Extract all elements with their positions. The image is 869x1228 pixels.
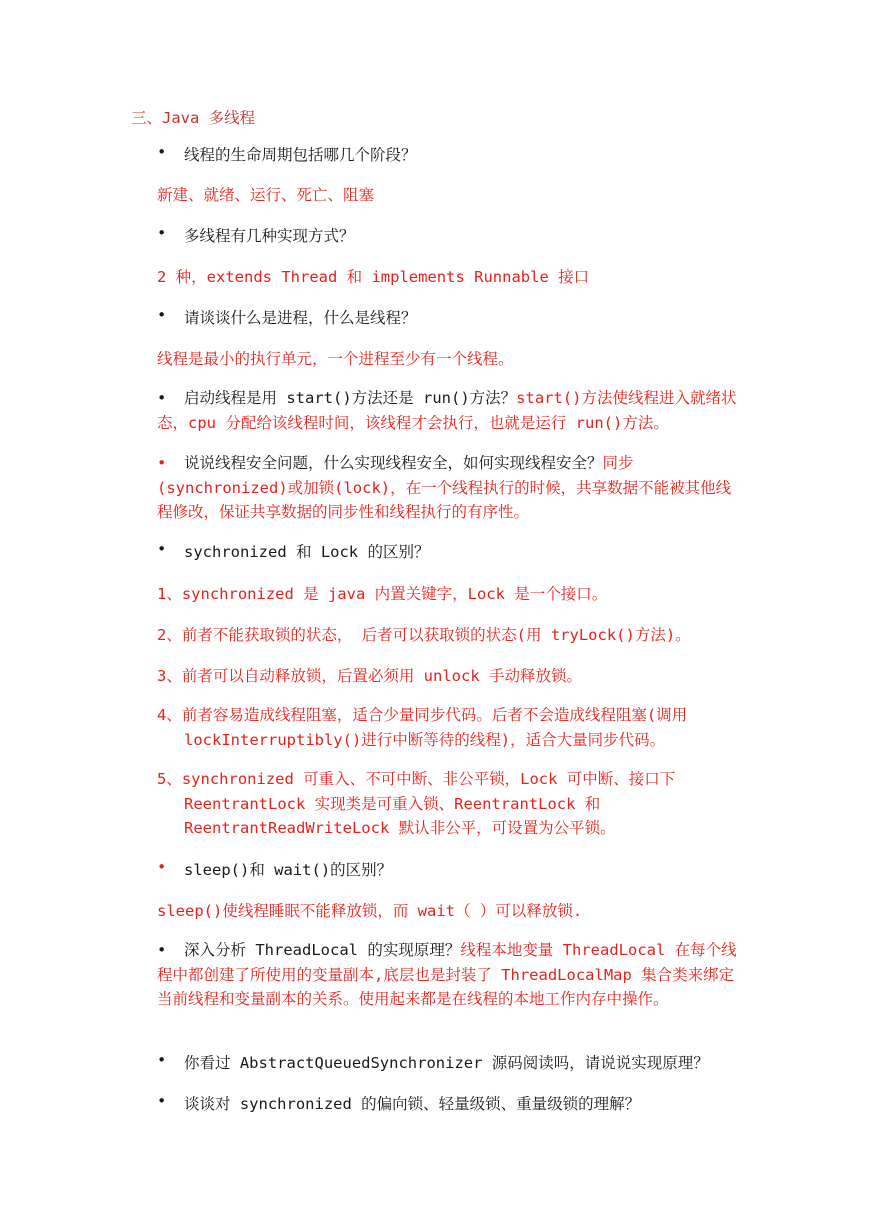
question-text: 启动线程是用 start()方法还是 run()方法？ (184, 389, 517, 407)
answer-text: 4、前者容易造成线程阻塞，适合少量同步代码。后者不会造成线程阻塞(调用 lockInterruptibly()进行中断等待的线程)，适合大量同步代码。 (157, 706, 688, 749)
answer-text: start()方法使线程进入就绪状态，cpu 分配给该线程时间，该线程才会执行，也就是运行 run()方法。 (157, 389, 737, 432)
question-text: 深入分析 ThreadLocal 的实现原理？ (184, 941, 461, 959)
section-heading: 三、Java 多线程 (131, 109, 256, 127)
question-text: 谈谈对 synchronized 的偏向锁、轻量级锁、重量级锁的理解？ (184, 1095, 641, 1113)
bullet-icon: • (157, 224, 167, 242)
question-item (157, 451, 742, 525)
answer-text: 同步(synchronized)或加锁(lock)，在一个线程执行的时候，共享数据不能被其他线程修改，保证共享数据的同步性和线程执行的有序性。 (157, 454, 732, 521)
bullet-icon: • (157, 1092, 167, 1110)
answer-text: 2 种，extends Thread 和 implements Runnable 接口 (157, 268, 590, 286)
bullet-icon: • (157, 540, 167, 558)
question-item (157, 938, 742, 1012)
answer-text: 5、synchronized 可重入、不可中断、非公平锁，Lock 可中断、接口下 ReentrantLock 实现类是可重入锁、ReentrantLock 和 ReentrantReadWriteLock 默认非公平，可设置为公平锁。 (157, 770, 676, 837)
answer-text: 1、synchronized 是 java 内置关键字，Lock 是一个接口。 (157, 585, 608, 603)
answer-text: sleep()使线程睡眠不能释放锁，而 wait（ ）可以释放锁. (157, 902, 583, 920)
bullet-icon: • (157, 454, 167, 472)
bullet-icon: • (157, 389, 167, 407)
answer-text: 2、前者不能获取锁的状态， 后者可以获取锁的状态(用 tryLock()方法)。 (157, 626, 691, 644)
question-text: 线程的生命周期包括哪几个阶段？ (184, 146, 417, 164)
question-text: 多线程有几种实现方式？ (184, 227, 355, 245)
question-text: 说说线程安全问题，什么实现线程安全，如何实现线程安全？ (184, 454, 603, 472)
question-text: sychronized 和 Lock 的区别？ (184, 543, 430, 561)
bullet-icon: • (157, 858, 167, 876)
answer-text: 线程是最小的执行单元，一个进程至少有一个线程。 (157, 350, 514, 368)
question-item (157, 386, 742, 435)
bullet-icon: • (157, 1051, 167, 1069)
question-text: 你看过 AbstractQueuedSynchronizer 源码阅读吗，请说说实现原理？ (184, 1054, 709, 1072)
question-text: 请谈谈什么是进程，什么是线程？ (184, 309, 417, 327)
answer-text: 3、前者可以自动释放锁，后置必须用 unlock 手动释放锁。 (157, 667, 582, 685)
answer-text: 新建、就绪、运行、死亡、阻塞 (157, 186, 375, 204)
bullet-icon: • (157, 306, 167, 324)
bullet-icon: • (157, 143, 167, 161)
bullet-icon: • (157, 941, 167, 959)
question-text: sleep()和 wait()的区别？ (184, 861, 393, 879)
answer-text: 线程本地变量 ThreadLocal 在每个线程中都创建了所使用的变量副本,底层也是封装了 ThreadLocalMap 集合类来绑定当前线程和变量副本的关系。使用起来都是在线程的本地工作内存中操作。 (157, 941, 737, 1008)
